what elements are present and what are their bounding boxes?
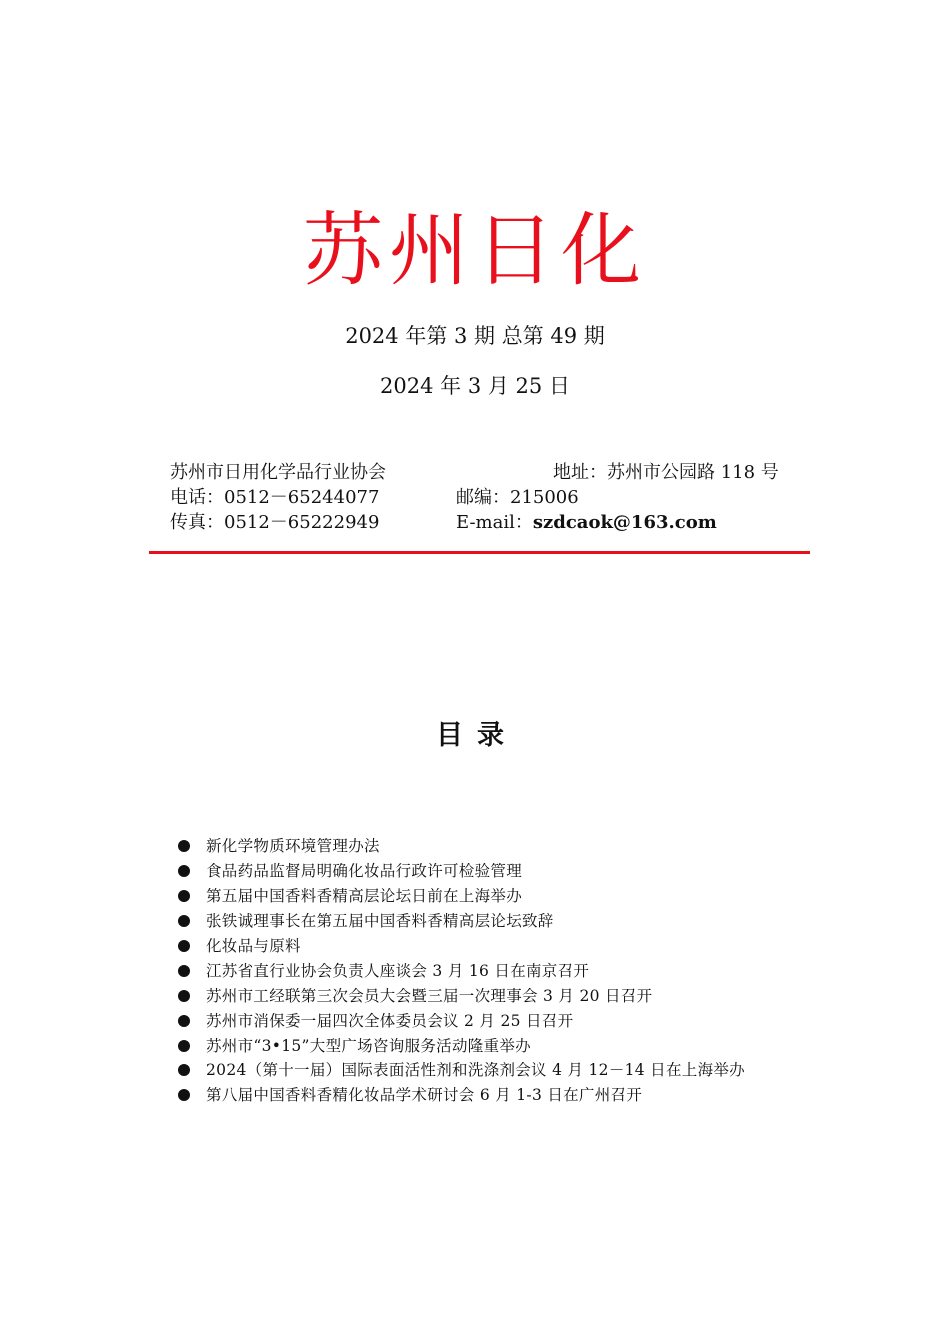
email-label: E-mail： <box>456 512 533 533</box>
phone: 电话：0512－65244077 <box>170 487 380 508</box>
toc-item <box>178 1058 745 1083</box>
issue-number: 2024 年第 3 期 总第 49 期 <box>345 324 605 348</box>
toc-item <box>178 884 745 909</box>
toc-item-text: 苏州市工经联第三次会员大会暨三届一次理事会 3 月 20 日召开 <box>206 986 653 1005</box>
toc-item-text: 化妆品与原料 <box>206 937 301 955</box>
bullet-icon <box>178 865 190 877</box>
toc-item-text: 食品药品监督局明确化妆品行政许可检验管理 <box>206 862 523 881</box>
publication-title: 苏州日化 <box>303 204 647 297</box>
toc-item <box>178 859 745 884</box>
toc-item <box>178 983 745 1008</box>
toc-list <box>178 834 745 1108</box>
toc-item-text: 第五届中国香料香精高层论坛日前在上海举办 <box>206 887 523 906</box>
toc-item-text: 苏州市消保委一届四次全体委员会议 2 月 25 日召开 <box>206 1011 574 1030</box>
postcode: 邮编：215006 <box>456 487 579 508</box>
toc-item <box>178 934 745 959</box>
toc-item-text: 江苏省直行业协会负责人座谈会 3 月 16 日在南京召开 <box>206 961 590 980</box>
header-divider <box>149 551 810 554</box>
association-name: 苏州市日用化学品行业协会 <box>170 462 386 483</box>
address: 地址：苏州市公园路 118 号 <box>553 462 779 483</box>
toc-item <box>178 1033 745 1058</box>
bullet-icon <box>178 915 190 927</box>
toc-item-text: 张铁诚理事长在第五届中国香料香精高层论坛致辞 <box>206 912 554 931</box>
bullet-icon <box>178 1015 190 1027</box>
bullet-icon <box>178 990 190 1002</box>
bullet-icon <box>178 940 190 952</box>
toc-item-text: 第八届中国香料香精化妆品学术研讨会 6 月 1-3 日在广州召开 <box>206 1086 643 1105</box>
toc-item <box>178 1008 745 1033</box>
toc-item-text: 2024（第十一届）国际表面活性剂和洗涤剂会议 4 月 12－14 日在上海举办 <box>206 1061 745 1080</box>
toc-heading: 目录 <box>436 720 518 751</box>
bullet-icon <box>178 1089 190 1101</box>
toc-item-text: 苏州市“3•15”大型广场咨询服务活动隆重举办 <box>206 1036 531 1055</box>
issue-date: 2024 年 3 月 25 日 <box>380 374 570 398</box>
bullet-icon <box>178 1064 190 1076</box>
email <box>456 511 717 535</box>
fax: 传真：0512－65222949 <box>170 512 380 533</box>
toc-item <box>178 834 745 859</box>
toc-item-text: 新化学物质环境管理办法 <box>206 837 380 856</box>
toc-item <box>178 909 745 934</box>
bullet-icon <box>178 890 190 902</box>
toc-item <box>178 1083 745 1108</box>
toc-item <box>178 958 745 983</box>
bullet-icon <box>178 1040 190 1052</box>
bullet-icon <box>178 840 190 852</box>
bullet-icon <box>178 965 190 977</box>
email-address[interactable]: szdcaok@163.com <box>532 512 717 533</box>
